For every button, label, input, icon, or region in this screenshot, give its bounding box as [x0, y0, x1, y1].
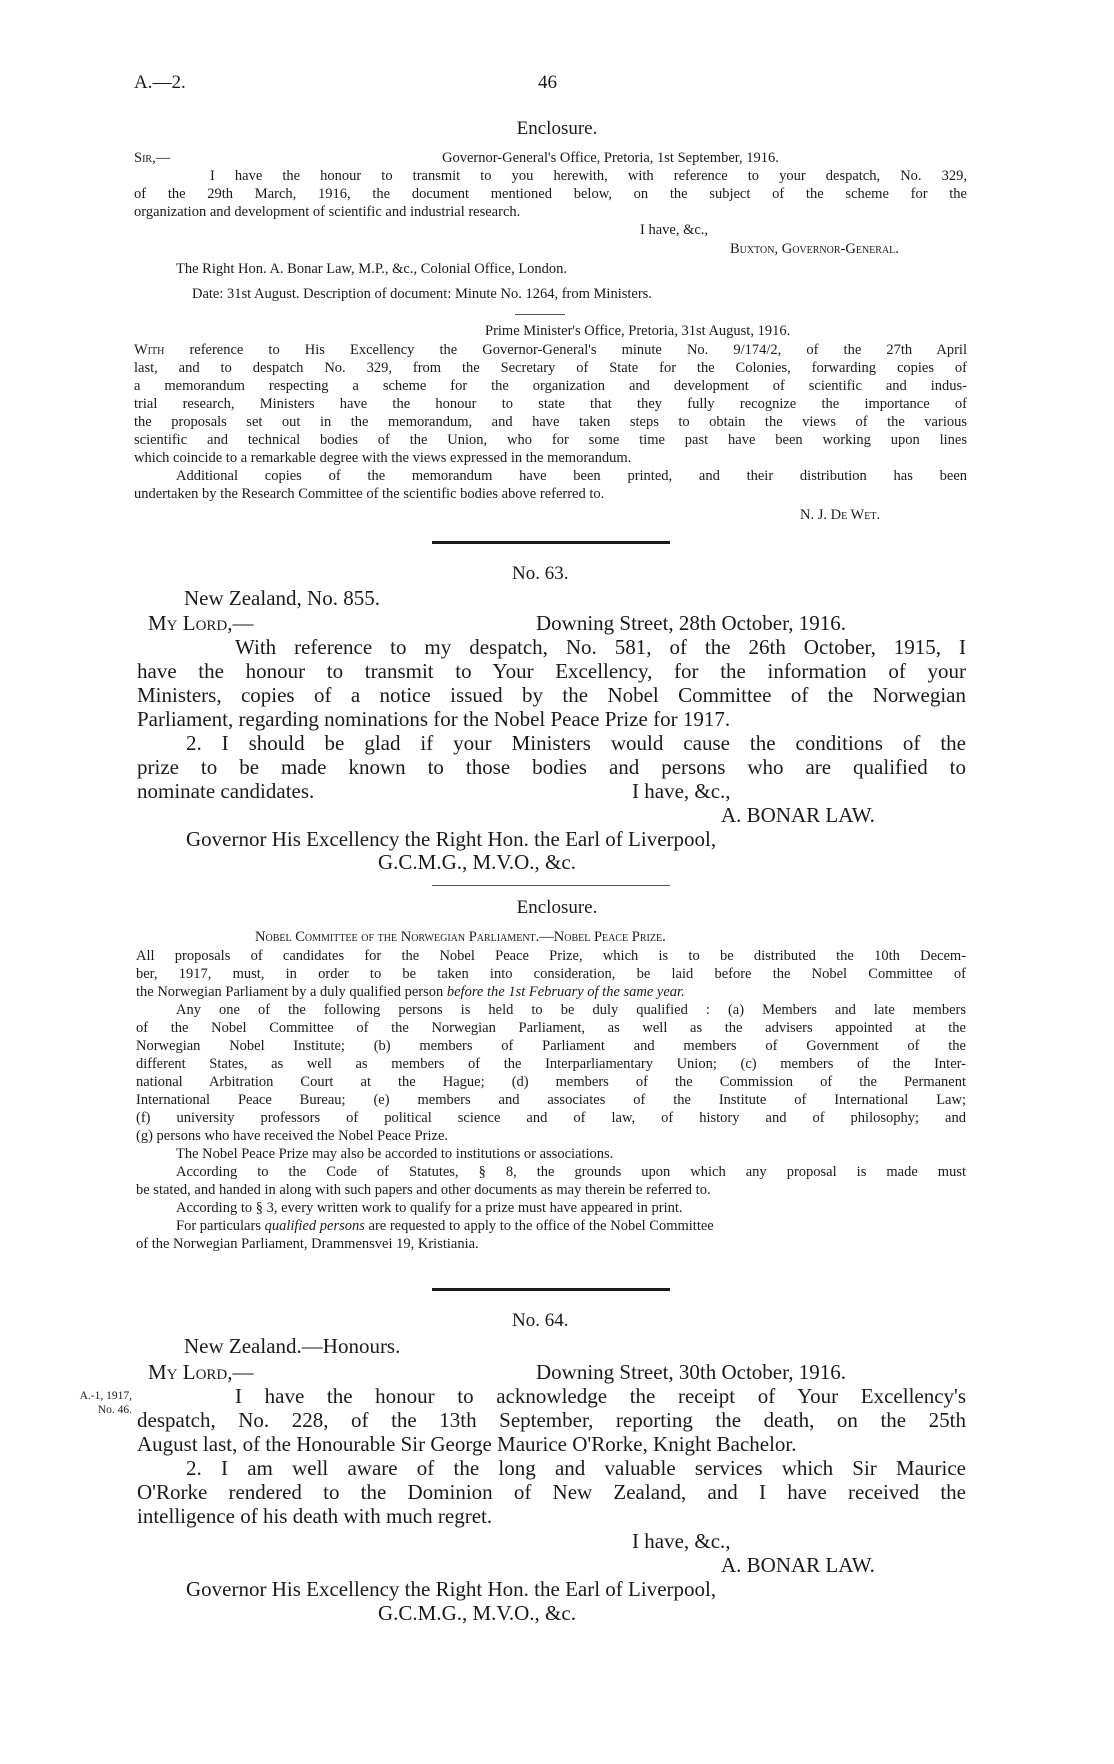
- body-line: prize to be made known to those bodies and persons who are qualified to: [137, 756, 966, 779]
- minute-line: Additional copies of the memorandum have been printed, and their distribution has been: [176, 468, 967, 484]
- divider: [432, 885, 670, 886]
- page-ref: A.—2.: [134, 72, 186, 93]
- notice-italic: qualified persons: [264, 1218, 365, 1234]
- body-line: have the honour to transmit to Your Excellency, for the information of your: [137, 660, 966, 683]
- signature: A. BONAR LAW.: [721, 803, 875, 827]
- notice-line: The Nobel Peace Prize may also be accorded to institutions or associations.: [176, 1146, 614, 1162]
- notice-italic: before the 1st February of the same year.: [446, 984, 685, 1000]
- body-line: nominate candidates.: [137, 779, 315, 803]
- notice-line: (f) university professors of political science and of law, of history and of philosophy; and: [136, 1110, 966, 1126]
- body-line: 2. I am well aware of the long and valuable services which Sir Maurice: [186, 1457, 966, 1480]
- minute-line: With reference to His Excellency the Governor-General's minute No. 9/174/2, of the 27th April: [134, 342, 967, 358]
- section-rule: [432, 541, 670, 544]
- minute-line: last, and to despatch No. 329, from the Secretary of State for the Colonies, forwarding copies of: [134, 360, 967, 376]
- date-description-line: Date: 31st August. Description of document: Minute No. 1264, from Ministers.: [192, 286, 652, 302]
- letter-place-date: Governor-General's Office, Pretoria, 1st September, 1916.: [442, 150, 779, 166]
- body-line: I have the honour to transmit to you herewith, with reference to your despatch, No. 329,: [210, 168, 967, 184]
- body-line: 2. I should be glad if your Ministers would cause the conditions of the: [186, 732, 966, 755]
- signature: A. BONAR LAW.: [721, 1553, 875, 1577]
- body-line: Ministers, copies of a notice issued by the Nobel Committee of the Norwegian: [137, 684, 966, 707]
- minute-line: scientific and technical bodies of the Union, who for some time past have been working upon lines: [134, 432, 967, 448]
- page-number: 46: [538, 72, 557, 93]
- notice-line: [176, 1218, 714, 1235]
- body-line: Parliament, regarding nominations for the Nobel Peace Prize for 1917.: [137, 707, 731, 731]
- letter-place-date: Downing Street, 28th October, 1916.: [536, 611, 847, 635]
- margin-reference: [40, 1389, 132, 1417]
- margin-reference-line: No. 46.: [97, 1404, 132, 1416]
- body-line: O'Rorke rendered to the Dominion of New Zealand, and I have received the: [137, 1481, 966, 1504]
- despatch-subject: New Zealand.—Honours.: [184, 1334, 401, 1358]
- body-line: organization and development of scientific and industrial research.: [134, 204, 521, 220]
- notice-line: International Peace Bureau; (e) members and associates of the Institute of International Law;: [136, 1092, 966, 1108]
- notice-line: (g) persons who have received the Nobel Peace Prize.: [136, 1128, 449, 1144]
- minute-line: which coincide to a remarkable degree with the views expressed in the memorandum.: [134, 450, 632, 466]
- minute-place-date: Prime Minister's Office, Pretoria, 31st August, 1916.: [485, 323, 791, 339]
- notice-line: of the Nobel Committee of the Norwegian Parliament, as well as the advisers appointed at the: [136, 1020, 966, 1036]
- notice-line: [136, 984, 685, 1001]
- margin-reference-line: A.-1, 1917,: [79, 1390, 132, 1402]
- recipient-honours: G.C.M.G., M.V.O., &c.: [378, 1601, 576, 1625]
- divider: [515, 314, 565, 315]
- body-line: August last, of the Honourable Sir George Maurice O'Rorke, Knight Bachelor.: [137, 1432, 797, 1456]
- body-line: With reference to my despatch, No. 581, of the 26th October, 1915, I: [235, 636, 966, 659]
- despatch-number: No. 64.: [512, 1310, 569, 1331]
- recipient: Governor His Excellency the Right Hon. the Earl of Liverpool,: [186, 827, 717, 851]
- notice-line: Norwegian Nobel Institute; (b) members of Parliament and members of Government of the: [136, 1038, 966, 1054]
- addressee: The Right Hon. A. Bonar Law, M.P., &c., Colonial Office, London.: [176, 261, 568, 277]
- closing: I have, &c.,: [640, 222, 709, 238]
- recipient: Governor His Excellency the Right Hon. the Earl of Liverpool,: [186, 1577, 717, 1601]
- recipient-honours: G.C.M.G., M.V.O., &c.: [378, 850, 576, 874]
- signature: Buxton, Governor-General.: [730, 241, 899, 257]
- minute-signature: N. J. De Wet.: [800, 507, 881, 523]
- notice-line: According to § 3, every written work to qualify for a prize must have appeared in print.: [176, 1200, 683, 1216]
- notice-line: ber, 1917, must, in order to be taken into consideration, be laid before the Nobel Committee of: [136, 966, 966, 982]
- notice-line: national Arbitration Court at the Hague; (d) members of the Commission of the Permanent: [136, 1074, 966, 1090]
- notice-line: Any one of the following persons is held to be duly qualified : (a) Members and late members: [176, 1002, 966, 1018]
- minute-line: the proposals set out in the memorandum, and have taken steps to obtain the views of the various: [134, 414, 967, 430]
- notice-text: For particulars: [176, 1218, 261, 1234]
- notice-line: different States, as well as members of the Interparliamentary Union; (c) members of the Inter-: [136, 1056, 966, 1072]
- notice-line: be stated, and handed in along with such papers and other documents as may therein be referred to.: [136, 1182, 711, 1198]
- minute-line: trial research, Ministers have the honour to state that they fully recognize the importance of: [134, 396, 967, 412]
- despatch-subject: New Zealand, No. 855.: [184, 586, 380, 610]
- notice-line: According to the Code of Statutes, § 8, the grounds upon which any proposal is made must: [176, 1164, 966, 1180]
- minute-text: reference to His Excellency the Governor-General's minute No. 9/174/2, of the 27th April: [189, 342, 967, 358]
- letter-place-date: Downing Street, 30th October, 1916.: [536, 1360, 847, 1384]
- notice-text: the Norwegian Parliament by a duly qualified person: [136, 984, 444, 1000]
- enclosure-title: Enclosure.: [516, 897, 598, 918]
- salutation: My Lord,—: [148, 611, 254, 635]
- salutation: My Lord,—: [148, 1360, 254, 1384]
- enclosure-title: Enclosure.: [516, 118, 598, 139]
- notice-line: All proposals of candidates for the Nobel Peace Prize, which is to be distributed the 10th Decem-: [136, 948, 966, 964]
- body-line: intelligence of his death with much regret.: [137, 1504, 493, 1528]
- body-line: I have the honour to acknowledge the receipt of Your Excellency's: [235, 1385, 966, 1408]
- despatch-number: No. 63.: [512, 563, 569, 584]
- salutation: Sir,—: [134, 150, 171, 166]
- closing: I have, &c.,: [632, 1529, 731, 1553]
- section-rule: [432, 1288, 670, 1291]
- minute-line: undertaken by the Research Committee of the scientific bodies above referred to.: [134, 486, 605, 502]
- minute-line: a memorandum respecting a scheme for the organization and development of scientific and indus-: [134, 378, 967, 394]
- body-line: despatch, No. 228, of the 13th September, reporting the death, on the 25th: [137, 1409, 966, 1432]
- body-line: of the 29th March, 1916, the document mentioned below, on the subject of the scheme for the: [134, 186, 967, 202]
- closing: I have, &c.,: [632, 779, 731, 803]
- notice-text: are requested to apply to the office of the Nobel Committee: [368, 1218, 714, 1234]
- enclosure-heading: Nobel Committee of the Norwegian Parliament.—Nobel Peace Prize.: [255, 929, 666, 945]
- notice-line: of the Norwegian Parliament, Drammensvei 19, Kristiania.: [136, 1236, 479, 1252]
